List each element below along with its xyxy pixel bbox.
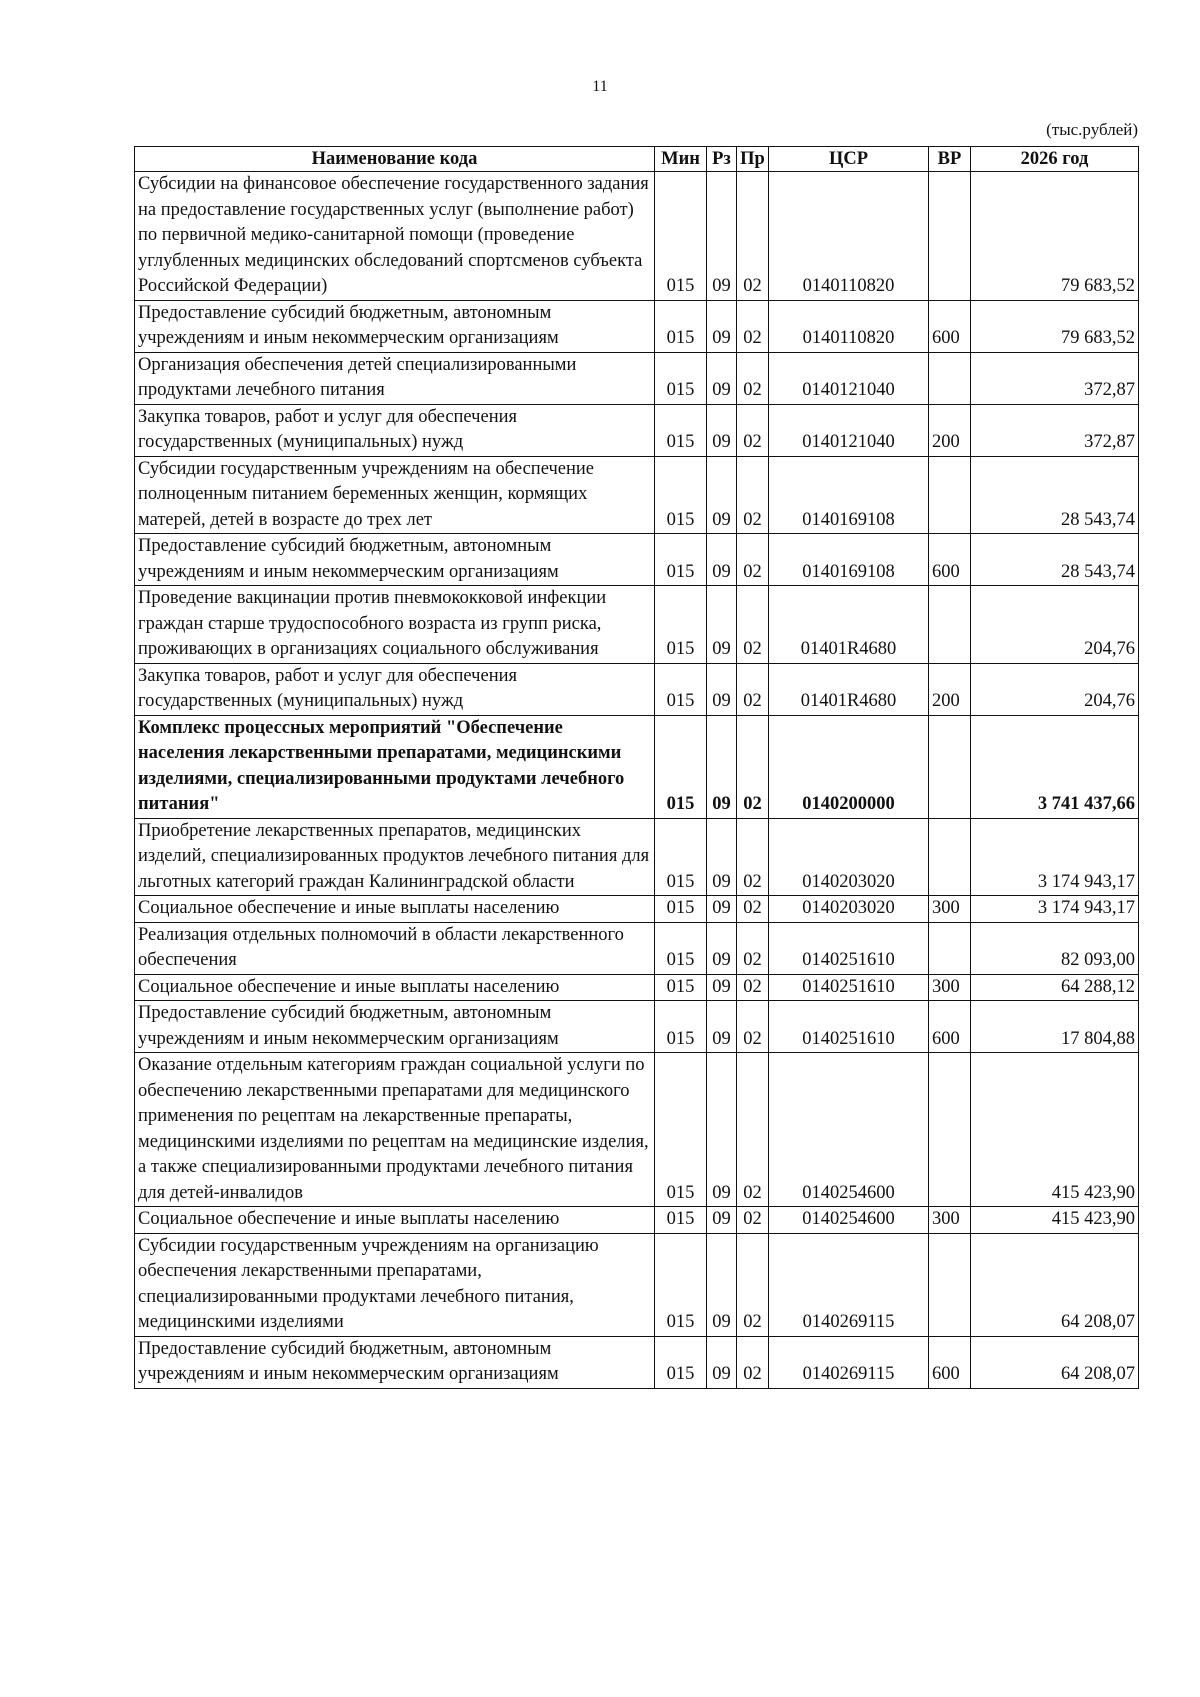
table-header-row xyxy=(135,147,1139,172)
row-rz-cell: 09 xyxy=(707,1233,737,1336)
row-amount-cell: 28 543,74 xyxy=(971,456,1139,534)
row-rz-cell: 09 xyxy=(707,922,737,974)
row-rz-cell: 09 xyxy=(707,1001,737,1053)
table-row xyxy=(135,896,1139,923)
row-vr-cell xyxy=(929,1233,971,1336)
row-amount-cell: 82 093,00 xyxy=(971,922,1139,974)
row-csr-cell: 0140110820 xyxy=(769,300,929,352)
table-row xyxy=(135,663,1139,715)
row-csr-cell: 0140203020 xyxy=(769,818,929,896)
row-min-cell: 015 xyxy=(655,586,707,664)
row-amount-cell: 415 423,90 xyxy=(971,1053,1139,1207)
row-name-cell: Предоставление субсидий бюджетным, автономным учреждениям и иным некоммерческим организациям xyxy=(135,1336,655,1388)
row-min-cell: 015 xyxy=(655,1001,707,1053)
table-row xyxy=(135,172,1139,301)
row-name-cell: Реализация отдельных полномочий в области лекарственного обеспечения xyxy=(135,922,655,974)
row-vr-cell xyxy=(929,586,971,664)
row-pr-cell: 02 xyxy=(737,172,769,301)
row-pr-cell: 02 xyxy=(737,456,769,534)
units-label: (тыс.рублей) xyxy=(1046,120,1138,139)
header-csr: ЦСР xyxy=(769,147,929,172)
row-vr-cell xyxy=(929,922,971,974)
table-row xyxy=(135,922,1139,974)
row-name-cell: Приобретение лекарственных препаратов, медицинских изделий, специализированных продуктов лечебного питания для льготных категорий граждан Калининградской области xyxy=(135,818,655,896)
row-amount-cell: 17 804,88 xyxy=(971,1001,1139,1053)
row-amount-cell: 79 683,52 xyxy=(971,172,1139,301)
row-name-cell: Субсидии государственным учреждениям на организацию обеспечения лекарственными препаратами, специализированными продуктами лечебного питания, медицинскими изделиями xyxy=(135,1233,655,1336)
row-pr-cell: 02 xyxy=(737,352,769,404)
row-min-cell: 015 xyxy=(655,456,707,534)
row-rz-cell: 09 xyxy=(707,974,737,1001)
budget-table xyxy=(134,146,1139,1389)
row-csr-cell: 0140169108 xyxy=(769,456,929,534)
row-pr-cell: 02 xyxy=(737,896,769,923)
row-name-cell: Закупка товаров, работ и услуг для обеспечения государственных (муниципальных) нужд xyxy=(135,404,655,456)
row-pr-cell: 02 xyxy=(737,534,769,586)
row-min-cell: 015 xyxy=(655,300,707,352)
row-vr-cell xyxy=(929,172,971,301)
table-row xyxy=(135,1053,1139,1207)
row-rz-cell: 09 xyxy=(707,1207,737,1234)
row-amount-cell: 28 543,74 xyxy=(971,534,1139,586)
row-vr-cell: 600 xyxy=(929,300,971,352)
row-vr-cell: 600 xyxy=(929,534,971,586)
row-amount-cell: 64 208,07 xyxy=(971,1233,1139,1336)
row-min-cell: 015 xyxy=(655,1207,707,1234)
row-csr-cell: 0140200000 xyxy=(769,715,929,818)
row-rz-cell: 09 xyxy=(707,534,737,586)
row-name-cell: Субсидии государственным учреждениям на обеспечение полноценным питанием беременных женщин, кормящих матерей, детей в возрасте до трех лет xyxy=(135,456,655,534)
row-pr-cell: 02 xyxy=(737,922,769,974)
table-row xyxy=(135,404,1139,456)
row-vr-cell xyxy=(929,818,971,896)
table-row xyxy=(135,586,1139,664)
row-min-cell: 015 xyxy=(655,404,707,456)
row-vr-cell: 200 xyxy=(929,404,971,456)
row-name-cell: Организация обеспечения детей специализированными продуктами лечебного питания xyxy=(135,352,655,404)
row-name-cell: Закупка товаров, работ и услуг для обеспечения государственных (муниципальных) нужд xyxy=(135,663,655,715)
row-amount-cell: 372,87 xyxy=(971,404,1139,456)
table-row xyxy=(135,1001,1139,1053)
row-pr-cell: 02 xyxy=(737,1336,769,1388)
table-row xyxy=(135,1233,1139,1336)
row-min-cell: 015 xyxy=(655,1053,707,1207)
row-vr-cell: 300 xyxy=(929,896,971,923)
row-name-cell: Комплекс процессных мероприятий "Обеспечение населения лекарственными препаратами, медицинскими изделиями, специализированными продуктами лечебного питания" xyxy=(135,715,655,818)
row-vr-cell: 600 xyxy=(929,1001,971,1053)
row-name-cell: Субсидии на финансовое обеспечение государственного задания на предоставление государственных услуг (выполнение работ) по первичной медико-санитарной помощи (проведение углубленных медицинских обследований спортсменов субъекта Российской Федерации) xyxy=(135,172,655,301)
row-rz-cell: 09 xyxy=(707,456,737,534)
row-rz-cell: 09 xyxy=(707,404,737,456)
row-vr-cell xyxy=(929,352,971,404)
header-pr: Пр xyxy=(737,147,769,172)
row-rz-cell: 09 xyxy=(707,818,737,896)
table-row xyxy=(135,818,1139,896)
row-csr-cell: 0140254600 xyxy=(769,1053,929,1207)
row-rz-cell: 09 xyxy=(707,663,737,715)
row-pr-cell: 02 xyxy=(737,715,769,818)
row-pr-cell: 02 xyxy=(737,300,769,352)
table-row xyxy=(135,456,1139,534)
row-min-cell: 015 xyxy=(655,715,707,818)
row-pr-cell: 02 xyxy=(737,1053,769,1207)
row-rz-cell: 09 xyxy=(707,586,737,664)
row-name-cell: Оказание отдельным категориям граждан социальной услуги по обеспечению лекарственными препаратами для медицинского применения по рецептам на лекарственные препараты, медицинскими изделиями по рецептам на медицинские изделия, а также специализированными продуктами лечебного питания для детей-инвалидов xyxy=(135,1053,655,1207)
row-name-cell: Предоставление субсидий бюджетным, автономным учреждениям и иным некоммерческим организациям xyxy=(135,1001,655,1053)
header-name: Наименование кода xyxy=(135,147,655,172)
row-vr-cell: 600 xyxy=(929,1336,971,1388)
table-row xyxy=(135,974,1139,1001)
row-min-cell: 015 xyxy=(655,818,707,896)
row-pr-cell: 02 xyxy=(737,663,769,715)
row-csr-cell: 0140269115 xyxy=(769,1336,929,1388)
row-csr-cell: 01401R4680 xyxy=(769,663,929,715)
row-rz-cell: 09 xyxy=(707,1336,737,1388)
row-csr-cell: 0140169108 xyxy=(769,534,929,586)
table-row xyxy=(135,715,1139,818)
row-csr-cell: 01401R4680 xyxy=(769,586,929,664)
row-vr-cell: 200 xyxy=(929,663,971,715)
row-rz-cell: 09 xyxy=(707,352,737,404)
row-name-cell: Социальное обеспечение и иные выплаты населению xyxy=(135,896,655,923)
row-min-cell: 015 xyxy=(655,896,707,923)
row-amount-cell: 79 683,52 xyxy=(971,300,1139,352)
header-year: 2026 год xyxy=(971,147,1139,172)
row-csr-cell: 0140251610 xyxy=(769,1001,929,1053)
row-pr-cell: 02 xyxy=(737,1001,769,1053)
row-pr-cell: 02 xyxy=(737,974,769,1001)
table-body xyxy=(135,172,1139,1389)
row-rz-cell: 09 xyxy=(707,715,737,818)
table-row xyxy=(135,300,1139,352)
row-amount-cell: 3 174 943,17 xyxy=(971,896,1139,923)
row-min-cell: 015 xyxy=(655,172,707,301)
row-pr-cell: 02 xyxy=(737,586,769,664)
table-row xyxy=(135,1207,1139,1234)
row-rz-cell: 09 xyxy=(707,896,737,923)
row-amount-cell: 3 174 943,17 xyxy=(971,818,1139,896)
row-csr-cell: 0140110820 xyxy=(769,172,929,301)
row-csr-cell: 0140121040 xyxy=(769,404,929,456)
row-vr-cell: 300 xyxy=(929,1207,971,1234)
row-name-cell: Предоставление субсидий бюджетным, автономным учреждениям и иным некоммерческим организациям xyxy=(135,534,655,586)
row-vr-cell xyxy=(929,715,971,818)
row-csr-cell: 0140254600 xyxy=(769,1207,929,1234)
row-min-cell: 015 xyxy=(655,1336,707,1388)
row-rz-cell: 09 xyxy=(707,172,737,301)
row-min-cell: 015 xyxy=(655,922,707,974)
row-vr-cell xyxy=(929,1053,971,1207)
row-csr-cell: 0140203020 xyxy=(769,896,929,923)
row-amount-cell: 415 423,90 xyxy=(971,1207,1139,1234)
table-row xyxy=(135,534,1139,586)
table-row xyxy=(135,1336,1139,1388)
row-name-cell: Проведение вакцинации против пневмококковой инфекции граждан старше трудоспособного возраста из групп риска, проживающих в организациях социального обслуживания xyxy=(135,586,655,664)
row-pr-cell: 02 xyxy=(737,1207,769,1234)
row-amount-cell: 64 288,12 xyxy=(971,974,1139,1001)
row-amount-cell: 204,76 xyxy=(971,663,1139,715)
row-csr-cell: 0140251610 xyxy=(769,922,929,974)
row-name-cell: Предоставление субсидий бюджетным, автономным учреждениям и иным некоммерческим организациям xyxy=(135,300,655,352)
row-min-cell: 015 xyxy=(655,1233,707,1336)
row-min-cell: 015 xyxy=(655,352,707,404)
row-pr-cell: 02 xyxy=(737,1233,769,1336)
row-min-cell: 015 xyxy=(655,974,707,1001)
page-number: 11 xyxy=(592,78,608,95)
row-vr-cell: 300 xyxy=(929,974,971,1001)
row-csr-cell: 0140269115 xyxy=(769,1233,929,1336)
row-amount-cell: 3 741 437,66 xyxy=(971,715,1139,818)
header-vr: ВР xyxy=(929,147,971,172)
row-pr-cell: 02 xyxy=(737,404,769,456)
row-csr-cell: 0140251610 xyxy=(769,974,929,1001)
row-rz-cell: 09 xyxy=(707,1053,737,1207)
row-pr-cell: 02 xyxy=(737,818,769,896)
header-min: Мин xyxy=(655,147,707,172)
row-amount-cell: 204,76 xyxy=(971,586,1139,664)
row-min-cell: 015 xyxy=(655,663,707,715)
row-min-cell: 015 xyxy=(655,534,707,586)
row-name-cell: Социальное обеспечение и иные выплаты населению xyxy=(135,974,655,1001)
row-rz-cell: 09 xyxy=(707,300,737,352)
header-rz: Рз xyxy=(707,147,737,172)
table-row xyxy=(135,352,1139,404)
row-amount-cell: 64 208,07 xyxy=(971,1336,1139,1388)
row-name-cell: Социальное обеспечение и иные выплаты населению xyxy=(135,1207,655,1234)
row-csr-cell: 0140121040 xyxy=(769,352,929,404)
row-vr-cell xyxy=(929,456,971,534)
row-amount-cell: 372,87 xyxy=(971,352,1139,404)
